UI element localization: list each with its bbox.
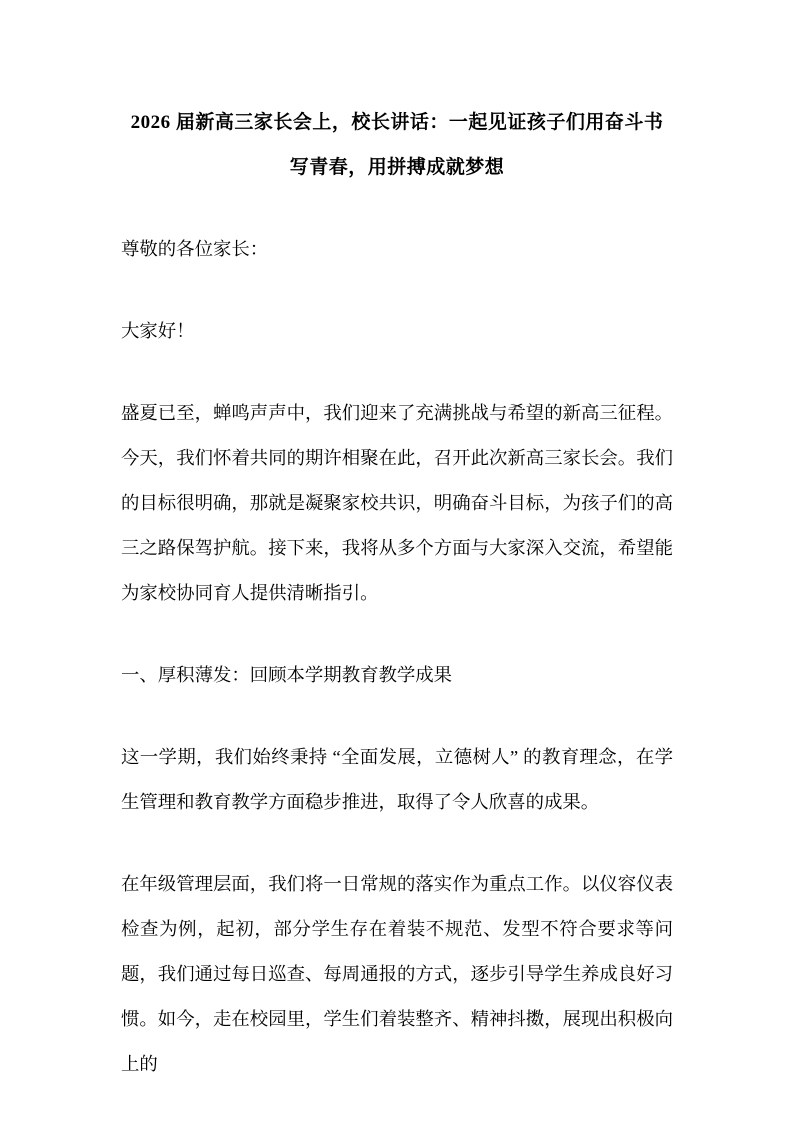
salutation-line: 尊敬的各位家长： <box>121 239 269 259</box>
paragraph-semester-review: 这一学期，我们始终秉持 “全面发展，立德树人” 的教育理念，在学生管理和教育教学方面稳步推进，取得了令人欣喜的成果。 <box>121 747 673 812</box>
document-title: 2026 届新高三家长会上，校长讲话：一起见证孩子们用奋斗书写青春，用拼搏成就梦想 <box>130 112 664 178</box>
greeting-line: 大家好！ <box>121 321 195 341</box>
paragraph-opening: 盛夏已至，蝉鸣声声中，我们迎来了充满挑战与希望的新高三征程。今天，我们怀着共同的期许相聚在此，召开此次新高三家长会。我们的目标很明确，那就是凝聚家校共识，明确奋斗目标，为孩子们的高三之路保驾护航。接下来，我将从多个方面与大家深入交流，希望能为家校协同育人提供清晰指引。 <box>121 403 673 603</box>
section-heading-1: 一、厚积薄发：回顾本学期教育教学成果 <box>121 665 453 685</box>
paragraph-grade-management: 在年级管理层面，我们将一日常规的落实作为重点工作。以仪容仪表检查为例，起初，部分学生存在着装不规范、发型不符合要求等问题，我们通过每日巡查、每周通报的方式，逐步引导学生养成良好习惯。如今，走在校园里，学生们着装整齐、精神抖擞，展现出积极向上的 <box>121 874 673 1074</box>
